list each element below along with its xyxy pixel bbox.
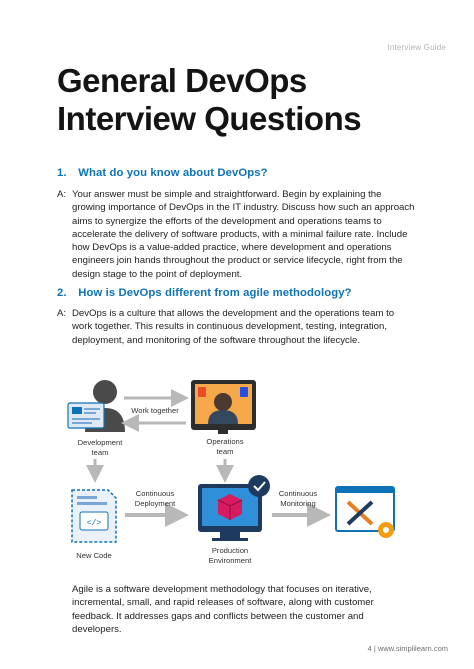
- down-arrows: [95, 459, 225, 480]
- agile-paragraph: Agile is a software development methodology that focuses on iterative, incremental, small, and rapid releases of software, along with customer feedback. It addresses gaps and conflicts between the customer and developers.: [72, 584, 374, 635]
- page-title: [57, 62, 457, 138]
- monitoring-label-1: Continuous: [278, 489, 318, 498]
- developer-icon: [68, 380, 125, 432]
- dev-team-label-1: Development: [77, 438, 123, 447]
- answer-2-text: DevOps is a culture that allows the development and the operations team to work together. This results in continuous development, testing, integration, deployment, and monitoring of the software throughout the lifecycle.: [72, 308, 395, 346]
- header-label: Interview Guide: [387, 43, 446, 52]
- new-code-label: New Code: [76, 551, 112, 560]
- production-label-1: Production: [211, 546, 249, 555]
- question-2-text: How is DevOps different from agile methodology?: [78, 287, 352, 299]
- production-label-2: Environment: [208, 556, 252, 565]
- deployment-label-1: Continuous: [135, 489, 175, 498]
- page-footer: [368, 644, 448, 653]
- work-together-label: Work together: [131, 406, 179, 415]
- devops-diagram: [0, 370, 474, 580]
- dev-team-label-2: team: [91, 448, 109, 457]
- question-1: [57, 167, 268, 179]
- question-1-text: What do you know about DevOps?: [78, 167, 268, 179]
- answer-1-text: Your answer must be simple and straightforward. Begin by explaining the growing importance of DevOps in the IT industry. Discuss how such an approach aims to synergize the efforts of the development and operations teams to accelerate the delivery of software products, with a minimal failure rate. Include how DevOps is a value-added practice, where development and operations engineers join hands throughout the product or service lifecycle, right from the design stage to the point of deployment.: [72, 189, 415, 280]
- question-1-number: 1.: [57, 167, 67, 179]
- page-number: 4: [367, 644, 372, 653]
- answer-1: [57, 188, 417, 281]
- checkmark-badge-icon: [248, 475, 270, 497]
- footer-site-link[interactable]: www.simplilearn.com: [377, 644, 448, 653]
- answer-2-label: A:: [57, 308, 67, 319]
- title-line-1: General DevOps: [57, 62, 307, 99]
- monitoring-tools-icon: [336, 487, 394, 538]
- question-2-number: 2.: [57, 287, 67, 299]
- new-code-icon: [72, 490, 116, 542]
- operations-monitor-icon: [191, 380, 256, 434]
- answer-2: [57, 307, 417, 347]
- question-2: [57, 287, 352, 299]
- answer-1-label: A:: [57, 189, 67, 200]
- ops-team-label-2: team: [216, 447, 234, 456]
- monitoring-label-2: Monitoring: [280, 499, 316, 508]
- code-glyph: </>: [86, 519, 102, 528]
- deployment-label-2: Deployment: [134, 499, 176, 508]
- ops-team-label-1: Operations: [206, 437, 244, 446]
- footer-separator: |: [373, 644, 376, 653]
- title-line-2: Interview Questions: [57, 100, 362, 137]
